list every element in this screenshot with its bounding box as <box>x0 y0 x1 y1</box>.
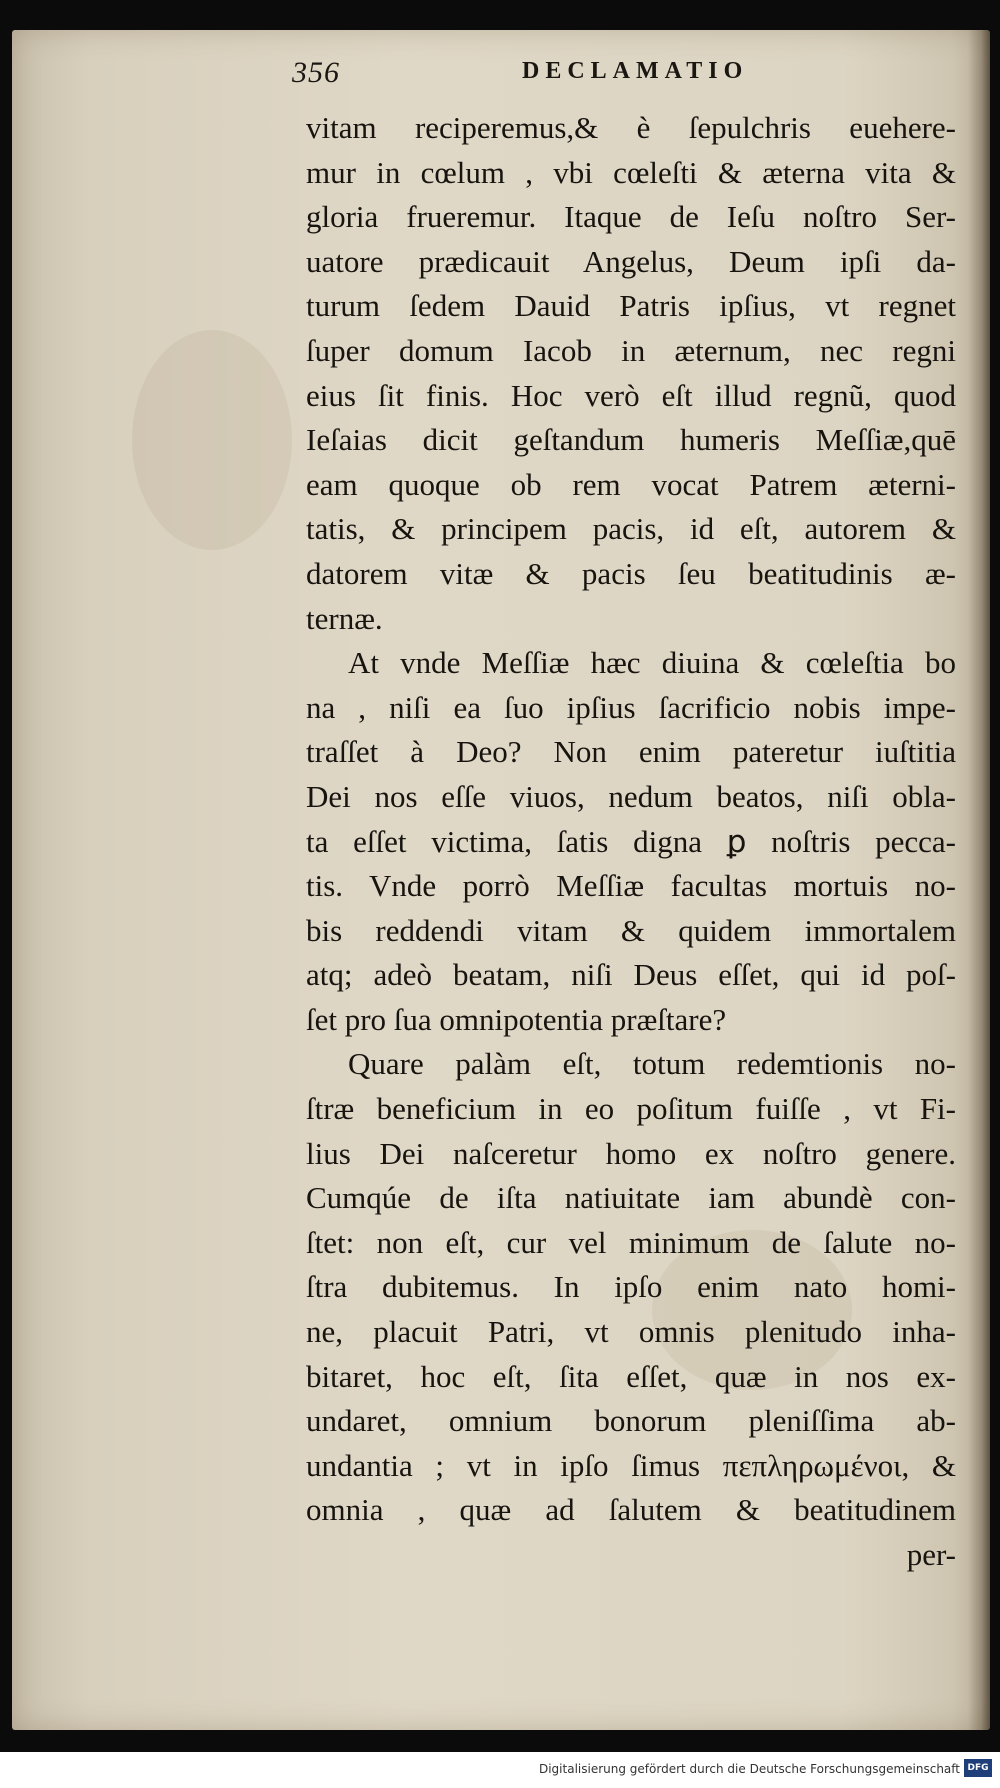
text-line: tis. Vnde porrò Meſſiæ facultas mortuis no- <box>306 868 956 904</box>
funding-credit: Digitalisierung gefördert durch die Deutsche Forschungsgemeinschaft <box>538 1762 960 1776</box>
text-line: ſtræ beneficium in eo poſitum fuiſſe , vt Fi- <box>306 1091 956 1127</box>
page-header <box>292 56 952 96</box>
text-line: Cumqúe de iſta natiuitate iam abundè con- <box>306 1180 956 1216</box>
text-line: vitam reciperemus,& è ſepulchris euehere- <box>306 110 956 145</box>
text-line: datorem vitæ & pacis ſeu beatitudinis æ- <box>306 555 956 591</box>
text-line: turum ſedem Dauid Patris ipſius, vt regnet <box>306 288 956 324</box>
paragraph-first-line: At vnde Meſſiæ hæc diuina & cœleſtia bo <box>348 645 956 681</box>
text-line: bitaret, hoc eſt, ſita eſſet, quæ in nos ex- <box>306 1358 956 1394</box>
text-line: mur in cœlum , vbi cœleſti & æterna vita & <box>306 154 956 190</box>
page-edge-shadow <box>968 30 990 1730</box>
catchword: per- <box>906 1537 956 1572</box>
text-line: atq; adeò beatam, niſi Deus eſſet, qui id poſ- <box>306 957 956 993</box>
text-line: na , niſi ea ſuo ipſius ſacrificio nobis impe- <box>306 689 956 725</box>
paper-stain <box>132 330 292 550</box>
body-text <box>306 106 956 1578</box>
text-line: omnia , quæ ad ſalutem & beatitudinem <box>306 1492 956 1528</box>
text-line: undantia ; vt in ipſo ſimus πεπληρωμένοι, & <box>306 1447 956 1483</box>
text-line: eius ſit finis. Hoc verò eſt illud regnũ, quod <box>306 377 956 413</box>
text-line: ſtet: non eſt, cur vel minimum de ſalute no- <box>306 1224 956 1260</box>
page-number: 356 <box>292 56 340 89</box>
paragraph-first-line: Quare palàm eſt, totum redemtionis no- <box>348 1046 956 1082</box>
text-line: Dei nos eſſe viuos, nedum beatos, niſi obla- <box>306 778 956 814</box>
text-line: traſſet à Deo? Non enim pateretur iuſtitia <box>306 734 956 770</box>
text-line: tatis, & principem pacis, id eſt, autorem & <box>306 511 956 547</box>
text-line: lius Dei naſceretur homo ex noſtro genere. <box>306 1135 956 1171</box>
text-line: bis reddendi vitam & quidem immortalem <box>306 912 956 948</box>
text-line: ternæ. <box>306 600 383 636</box>
text-line: uatore prædicauit Angelus, Deum ipſi da- <box>306 243 956 279</box>
running-head: DECLAMATIO <box>522 58 749 84</box>
text-line: ſtra dubitemus. In ipſo enim nato homi- <box>306 1269 956 1305</box>
text-line: Ieſaias dicit geſtandum humeris Meſſiæ,quē <box>306 422 956 458</box>
dfg-logo: DFG <box>964 1759 992 1777</box>
text-line: ta eſſet victima, ſatis digna ꝑ noſtris pecca- <box>306 823 956 859</box>
footer-bar <box>0 1752 1000 1788</box>
text-line: undaret, omnium bonorum pleniſſima ab- <box>306 1403 956 1439</box>
text-line: gloria frueremur. Itaque de Ieſu noſtro Ser- <box>306 199 956 235</box>
text-line: ne, placuit Patri, vt omnis plenitudo inha- <box>306 1314 956 1350</box>
text-line: eam quoque ob rem vocat Patrem æterni- <box>306 466 956 502</box>
text-line: ſet pro ſua omnipotentia præſtare? <box>306 1001 727 1037</box>
text-line: ſuper domum Iacob in æternum, nec regni <box>306 332 956 368</box>
